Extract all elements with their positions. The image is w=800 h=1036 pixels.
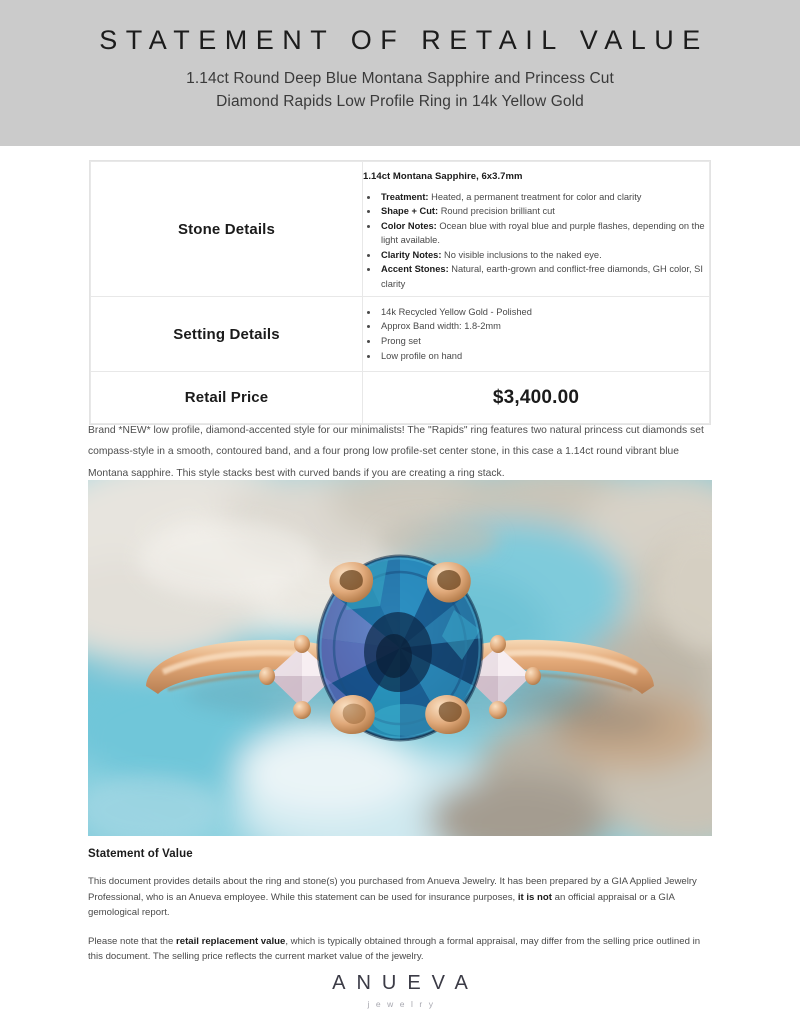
list-item-detail: No visible inclusions to the naked eye.: [444, 249, 602, 260]
statement-p1-emphasis: it is not: [517, 891, 552, 903]
row-label-retail-price: Retail Price: [91, 372, 363, 424]
list-item: • 14k Recycled Yellow Gold - Polished: [379, 305, 709, 319]
list-item: • Low profile on hand: [379, 349, 709, 363]
list-item-term: Shape + Cut:: [381, 206, 439, 217]
brand-name: ANUEVA: [332, 972, 479, 994]
statement-p2-text-a: Please note that the: [88, 935, 177, 947]
specifications-table: [89, 160, 711, 425]
list-item-term: Clarity Notes:: [381, 249, 442, 260]
list-item: [379, 219, 709, 247]
statement-of-value-section: [88, 848, 714, 978]
document-header: [0, 0, 800, 146]
table-row: [91, 372, 710, 424]
page-title: STATEMENT OF RETAIL VALUE: [99, 25, 709, 55]
page-subtitle-line-1: 1.14ct Round Deep Blue Montana Sapphire and Princess Cut: [186, 70, 614, 88]
statement-p1-text-a: This document provides details about the ring and stone(s) you purchased from Anueva Jewelry. It has been prepared by a GIA Applied Jewelry Professional, who is an Anueva employee. While this statement can be used for insurance purposes,: [88, 876, 697, 903]
row-label-stone-details: Stone Details: [91, 162, 363, 297]
list-item: [379, 248, 709, 262]
list-item: [379, 204, 709, 218]
statement-of-value-title: Statement of Value: [88, 848, 193, 860]
ring-photograph: [88, 480, 712, 836]
statement-p1-text-b: an official appraisal or a GIA gemological report.: [88, 891, 675, 919]
list-item: [379, 190, 709, 204]
list-item-term: Accent Stones:: [381, 264, 449, 275]
list-item-detail: Ocean blue with royal blue and purple flashes, depending on the light available.: [381, 221, 705, 246]
footer-logo: [0, 972, 800, 1009]
list-item-detail: Natural, earth-grown and conflict-free diamonds, GH color, SI clarity: [381, 264, 703, 289]
list-item-term: Color Notes:: [381, 221, 437, 232]
row-value-retail-price: [363, 372, 710, 424]
row-value-setting-details: [363, 297, 710, 372]
table-row: [91, 162, 710, 297]
list-item: [379, 262, 709, 290]
statement-paragraph-1: [88, 874, 714, 921]
stone-heading: 1.14ct Montana Sapphire, 6x3.7mm: [363, 170, 523, 182]
table-row: [91, 297, 710, 372]
setting-details-list: [363, 305, 709, 363]
brand-tagline: jewelry: [367, 999, 440, 1009]
page-subtitle: [0, 68, 800, 113]
statement-paragraph-2: [88, 934, 714, 965]
statement-p2-text-b: , which is typically obtained through a formal appraisal, may differ from the selling price outlined in this document. The selling price reflects the current market value of the jewelry.: [88, 935, 701, 963]
ring-photo-illustration: [88, 480, 712, 836]
list-item: • Prong set: [379, 334, 709, 348]
page-subtitle-line-2: Diamond Rapids Low Profile Ring in 14k Yellow Gold: [216, 92, 584, 110]
stone-details-list: [363, 190, 709, 291]
product-description: Brand *NEW* low profile, diamond-accented style for our minimalists! The "Rapids" ring features two natural princess cut diamonds set compass-style in a smooth, contoured band, and a four prong low profile-set center stone, in this case a 1.14ct round vibrant blue Montana sapphire. This style stacks best with curved bands if you are creating a ring stack.: [88, 425, 704, 479]
statement-p2-emphasis: retail replacement value: [176, 935, 286, 947]
list-item-term: Treatment:: [381, 191, 429, 202]
list-item: • Approx Band width: 1.8-2mm: [379, 319, 709, 333]
list-item-detail: Heated, a permanent treatment for color and clarity: [431, 191, 642, 202]
row-value-stone-details: [363, 162, 710, 297]
retail-price-value: $3,400.00: [492, 386, 580, 408]
row-label-setting-details: Setting Details: [91, 297, 363, 372]
list-item-detail: Round precision brilliant cut: [440, 206, 555, 217]
